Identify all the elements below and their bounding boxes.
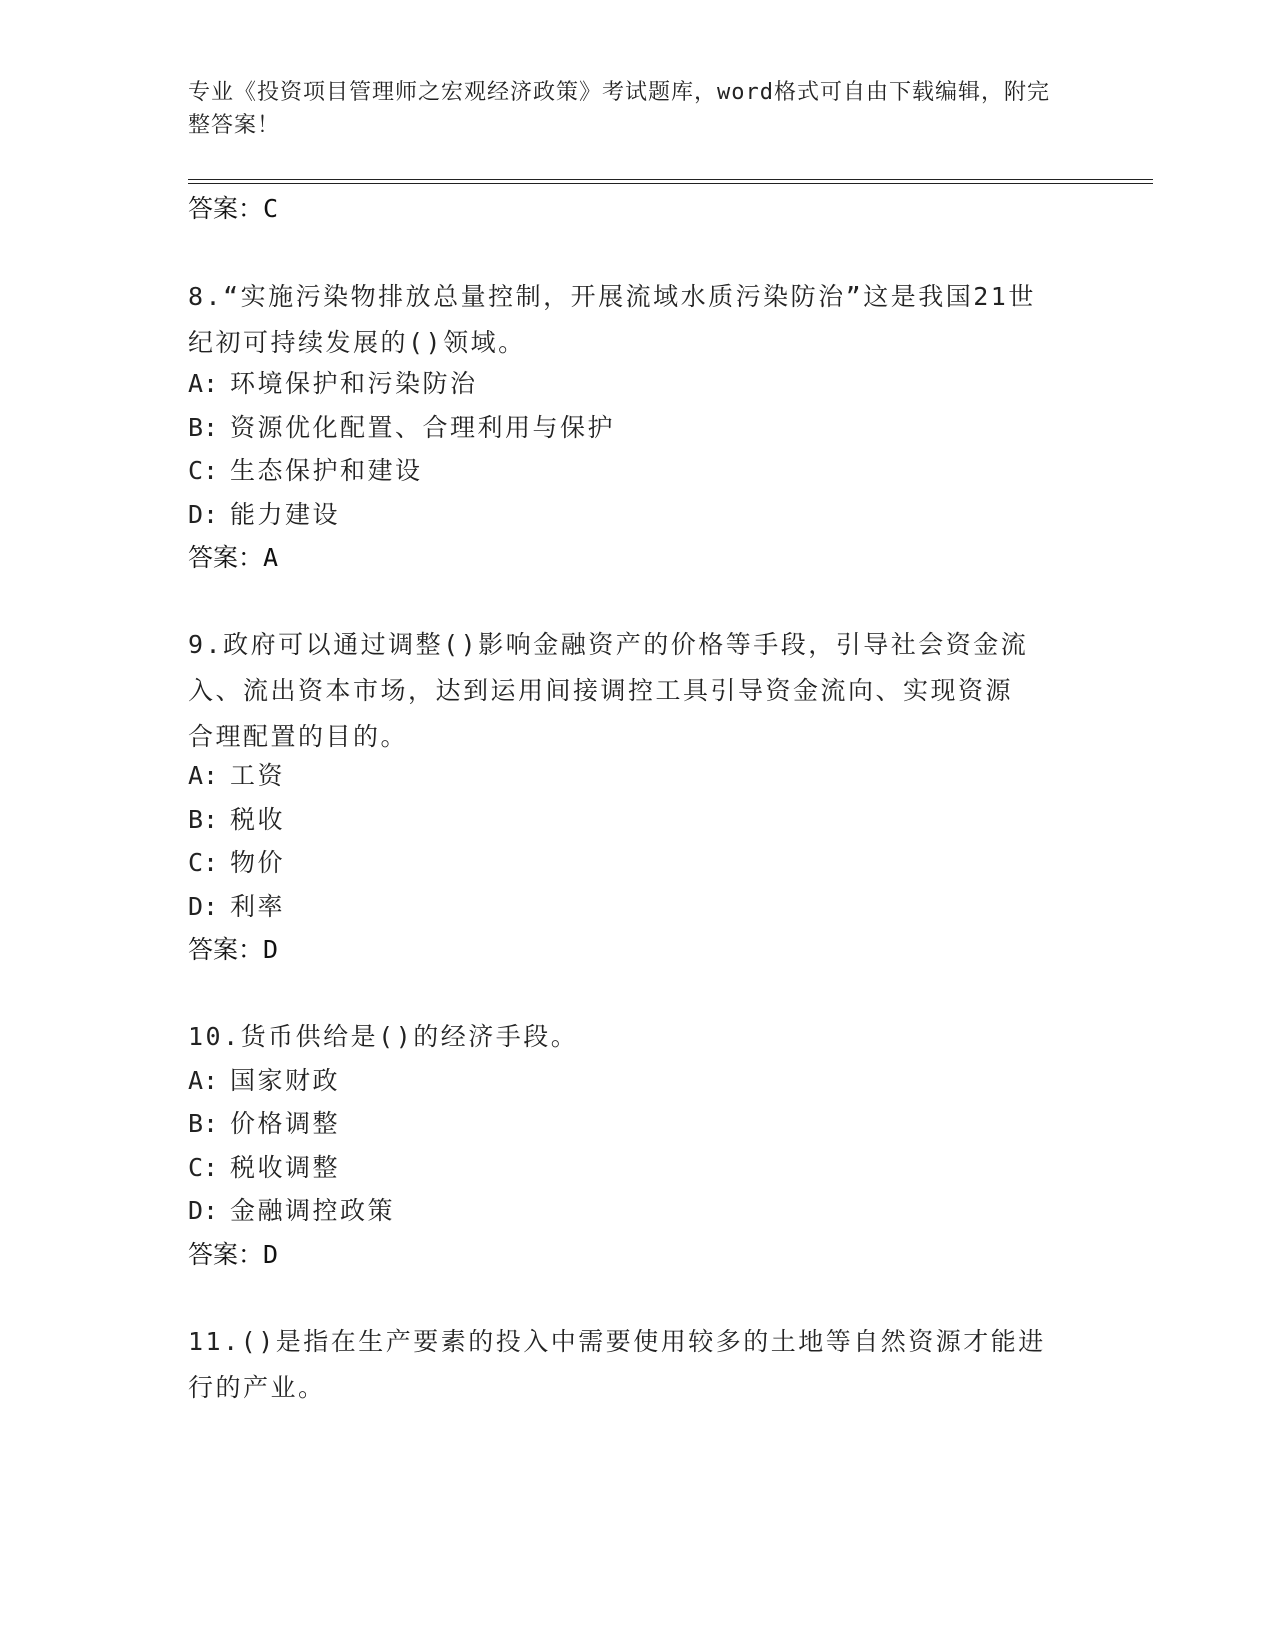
option-text: 环境保护和污染防治 bbox=[230, 369, 478, 398]
header-text: 专业《投资项目管理师之宏观经济政策》考试题库，word格式可自由下载编辑，附完整答案！ bbox=[188, 80, 1050, 138]
option-key: A: bbox=[188, 1066, 219, 1095]
answer-value: D bbox=[263, 1240, 279, 1269]
option-key: A: bbox=[188, 761, 219, 790]
option-text: 利率 bbox=[230, 892, 286, 921]
answer-label: 答案： bbox=[188, 935, 264, 964]
answer-label: 答案： bbox=[188, 194, 264, 223]
q8-option-d bbox=[188, 492, 1088, 538]
option-key: A: bbox=[188, 369, 219, 398]
q8-option-a bbox=[188, 361, 1088, 407]
q9-option-a bbox=[188, 753, 1088, 799]
option-text: 生态保护和建设 bbox=[230, 456, 423, 485]
question-number: 8. bbox=[188, 282, 224, 311]
q8-option-b bbox=[188, 405, 1088, 451]
option-text: 资源优化配置、合理利用与保护 bbox=[230, 413, 616, 442]
option-text: 工资 bbox=[230, 761, 286, 790]
header-rule-bottom bbox=[188, 183, 1153, 184]
q9-option-c bbox=[188, 840, 1088, 886]
option-text: 税收 bbox=[230, 805, 286, 834]
answer-value: A bbox=[263, 543, 279, 572]
q8-answer bbox=[188, 535, 1088, 581]
answer-label: 答案： bbox=[188, 1240, 264, 1269]
answer-value: D bbox=[263, 935, 279, 964]
q9-option-d bbox=[188, 884, 1088, 930]
question-number: 9. bbox=[188, 630, 224, 659]
q8-option-c bbox=[188, 448, 1088, 494]
question-text: “实施污染物排放总量控制，开展流域水质污染防治”这是我国21世纪初可持续发展的()领域。 bbox=[188, 282, 1036, 357]
option-text: 金融调控政策 bbox=[230, 1196, 396, 1225]
question-number: 10. bbox=[188, 1022, 241, 1051]
q10-option-c bbox=[188, 1145, 1088, 1191]
option-text: 税收调整 bbox=[230, 1153, 341, 1182]
q9-answer bbox=[188, 927, 1088, 973]
option-text: 国家财政 bbox=[230, 1066, 341, 1095]
question-text: 政府可以通过调整()影响金融资产的价格等手段，引导社会资金流入、流出资本市场，达到运用间接调控工具引导资金流向、实现资源合理配置的目的。 bbox=[188, 630, 1029, 751]
question-text: ()是指在生产要素的投入中需要使用较多的土地等自然资源才能进行的产业。 bbox=[188, 1327, 1046, 1402]
option-key: D: bbox=[188, 1196, 219, 1225]
answer-label: 答案： bbox=[188, 543, 264, 572]
question-9 bbox=[188, 622, 1038, 760]
question-10 bbox=[188, 1014, 1088, 1060]
q10-option-d bbox=[188, 1188, 1088, 1234]
answer-value: C bbox=[263, 194, 279, 223]
option-text: 能力建设 bbox=[230, 500, 341, 529]
option-key: D: bbox=[188, 892, 219, 921]
document-header bbox=[188, 76, 1068, 142]
q10-answer bbox=[188, 1232, 1088, 1278]
option-key: B: bbox=[188, 1109, 219, 1138]
question-text: 货币供给是()的经济手段。 bbox=[240, 1022, 579, 1051]
option-key: C: bbox=[188, 456, 219, 485]
q10-option-a bbox=[188, 1058, 1088, 1104]
header-rule-top bbox=[188, 179, 1153, 180]
option-key: C: bbox=[188, 1153, 219, 1182]
q10-option-b bbox=[188, 1101, 1088, 1147]
question-11 bbox=[188, 1319, 1058, 1411]
option-text: 价格调整 bbox=[230, 1109, 341, 1138]
q9-option-b bbox=[188, 797, 1088, 843]
option-text: 物价 bbox=[230, 848, 286, 877]
option-key: D: bbox=[188, 500, 219, 529]
question-number: 11. bbox=[188, 1327, 241, 1356]
option-key: B: bbox=[188, 413, 219, 442]
prev-answer bbox=[188, 186, 1088, 232]
option-key: B: bbox=[188, 805, 219, 834]
question-8 bbox=[188, 274, 1048, 366]
option-key: C: bbox=[188, 848, 219, 877]
